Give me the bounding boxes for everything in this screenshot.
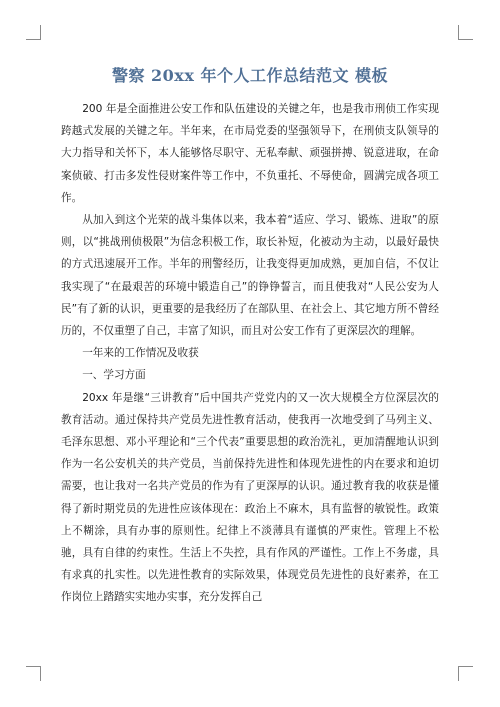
paragraph-experience: 从加入到这个光荣的战斗集体以来，我本着“适应、学习、锻炼、进取”的原则，以“挑战刑侦极限”为信念积极工作，取长补短，化被动为主动，以最好最快的方式迅速展开工作。半年的刑警经历，让我变得更加成熟，更加自信，不仅让我实现了“在最艰苦的环境中锻造自己”的铮铮誓言，而且使我对“人民公安为人民”有了新的认识，更重要的是我经历了在部队里、在社会上、其它地方所不曾经历的，不仅重塑了自己，丰富了知识，而且对公安工作有了更深层次的理解。 bbox=[61, 214, 439, 338]
paragraph-study: 20xx 年是继“三讲教育”后中国共产党党内的又一次大规模全方位深层次的教育活动。通过保持共产党员先进性教育活动，使我再一次地受到了马列主义、毛泽东思想、邓小平理论和“三个代表”重要思想的政治洗礼，更加清醒地认识到作为一名公安机关的共产党员，当前保持先进性和体现先进性的内在要求和迫切需要，也让我对一名共产党员的作为有了更深厚的认识。通过教育我的收获是懂得了新时期党员的先进性应该体现在：政治上不麻木，具有监督的敏锐性。政策上不糊涂，具有办事的原则性。纪律上不淡薄具有谨慎的严束性。管理上不松驰，具有自律的约束性。生活上不失控，具有作风的严谨性。工作上不务虚，具有求真的扎实性。以先进性教育的实际效果，体现党员先进性的良好素养，在工作岗位上踏踏实实地办实事，充分发挥自己 bbox=[61, 391, 439, 604]
document-body bbox=[61, 98, 439, 609]
crop-mark-bottom-right bbox=[458, 666, 473, 681]
crop-mark-top-left bbox=[26, 25, 41, 40]
document-title: 警察 20xx 年个人工作总结范文 模板 bbox=[111, 66, 389, 85]
paragraph-intro: 200 年是全面推进公安工作和队伍建设的关键之年，也是我市刑侦工作实现跨越式发展的关键之年。半年来，在市局党委的坚强领导下，在刑侦支队领导的大力指导和关怀下，本人能够恪尽职守、无私奉献、顽强拼搏、锐意进取，在命案侦破、打击多发性侵财案件等工作中，不负重托、不辱使命，圆满完成各项工作。 bbox=[61, 103, 439, 204]
crop-mark-bottom-left bbox=[26, 666, 41, 681]
section-heading: 一年来的工作情况及收获 bbox=[82, 347, 199, 360]
crop-mark-top-right bbox=[458, 25, 473, 40]
subsection-heading: 一、学习方面 bbox=[82, 369, 146, 382]
